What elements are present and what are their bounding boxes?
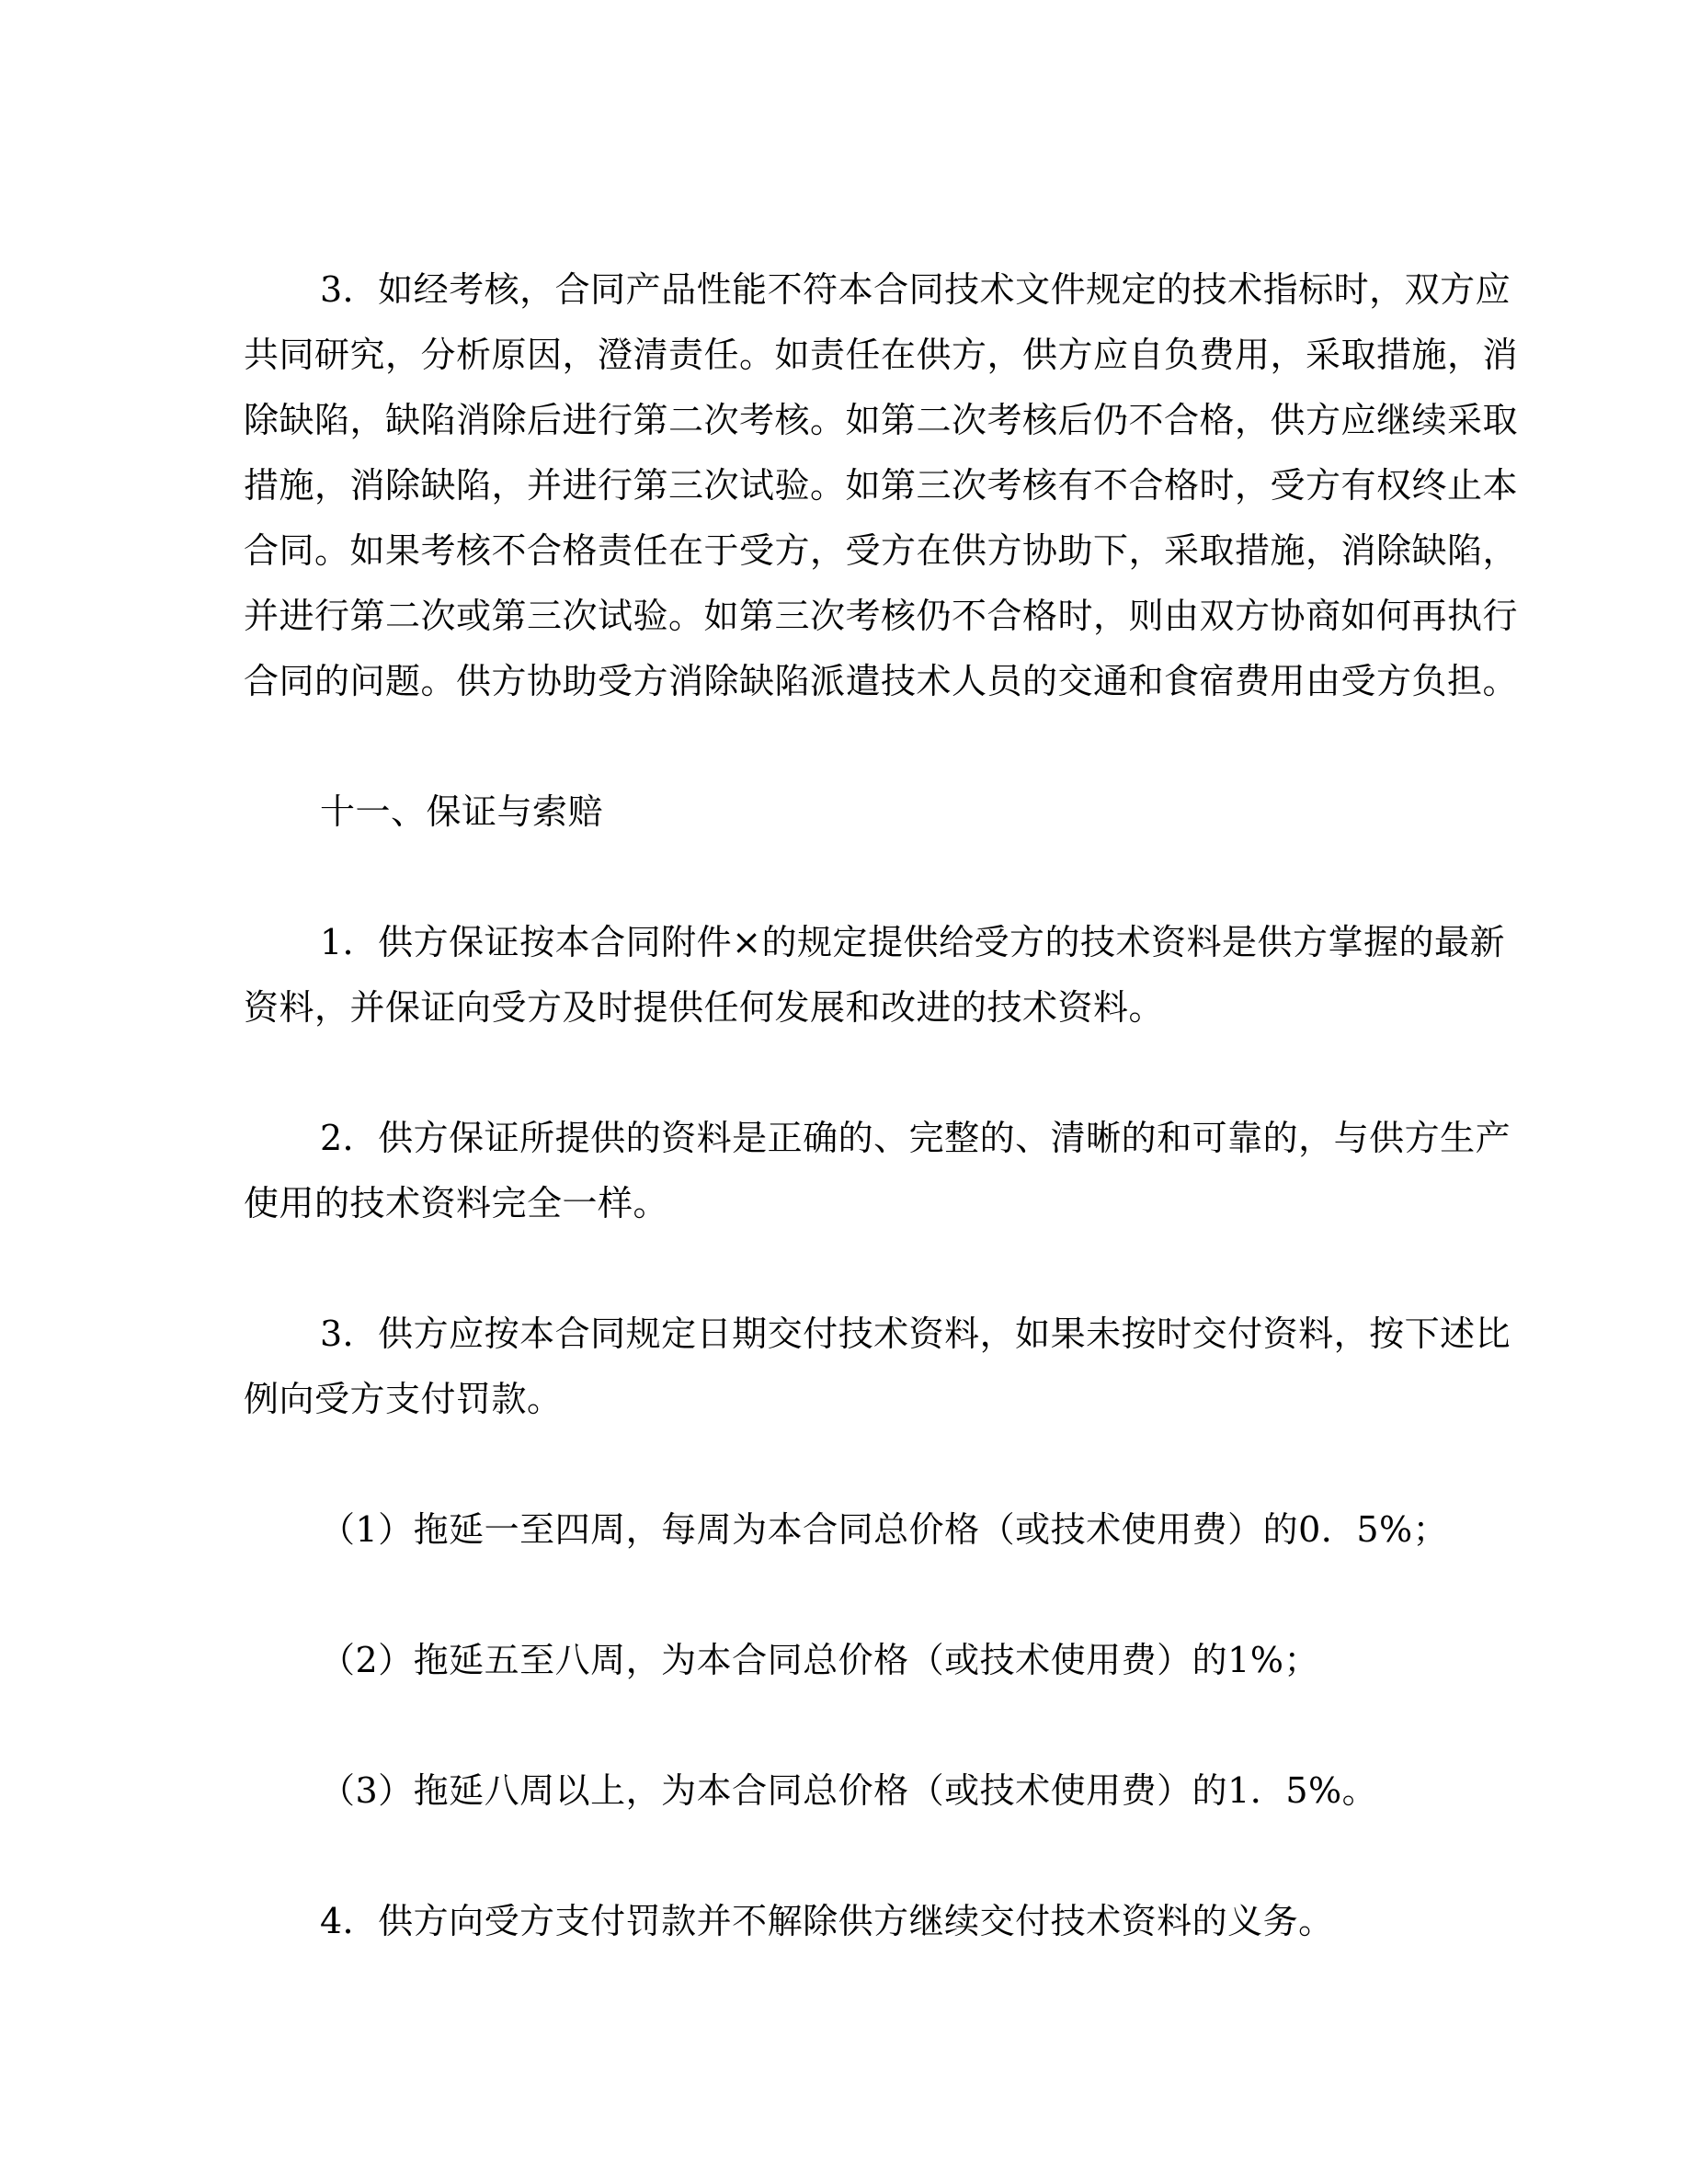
paragraph-clause-3-assessment: 3．如经考核，合同产品性能不符本合同技术文件规定的技术指标时，双方应共同研究，分析原因，澄清责任。如责任在供方，供方应自负费用，采取措施，消除缺陷，缺陷消除后进行第二次考核。如第二次考核后仍不合格，供方应继续采取措施，消除缺陷，并进行第三次试验。如第三次考核有不合格时，受方有权终止本合同。如果考核不合格责任在于受方，受方在供方协助下，采取措施，消除缺陷，并进行第二次或第三次试验。如第三次考核仍不合格时，则由双方协商如何再执行合同的问题。供方协助受方消除缺陷派遣技术人员的交通和食宿费用由受方负担。 bbox=[244, 269, 1519, 701]
paragraph-guarantee-1: 1．供方保证按本合同附件×的规定提供给受方的技术资料是供方掌握的最新资料，并保证向受方及时提供任何发展和改进的技术资料。 bbox=[244, 922, 1506, 1028]
penalty-item-3: （3）拖延八周以上，为本合同总价格（或技术使用费）的1．5%。 bbox=[320, 1770, 1378, 1811]
section-heading-11-guarantee-claims: 十一、保证与索赔 bbox=[320, 791, 604, 832]
paragraph-guarantee-4: 4．供方向受方支付罚款并不解除供方继续交付技术资料的义务。 bbox=[320, 1901, 1334, 1941]
paragraph-guarantee-3: 3．供方应按本合同规定日期交付技术资料，如果未按时交付资料，按下述比例向受方支付罚款。 bbox=[244, 1314, 1511, 1419]
penalty-item-2: （2）拖延五至八周，为本合同总价格（或技术使用费）的1%； bbox=[320, 1640, 1319, 1680]
paragraph-guarantee-2: 2．供方保证所提供的资料是正确的、完整的、清晰的和可靠的，与供方生产使用的技术资料完全一样。 bbox=[244, 1118, 1511, 1223]
penalty-item-1: （1）拖延一至四周，每周为本合同总价格（或技术使用费）的0．5%； bbox=[320, 1509, 1449, 1550]
contract-text-block bbox=[244, 257, 1523, 1954]
